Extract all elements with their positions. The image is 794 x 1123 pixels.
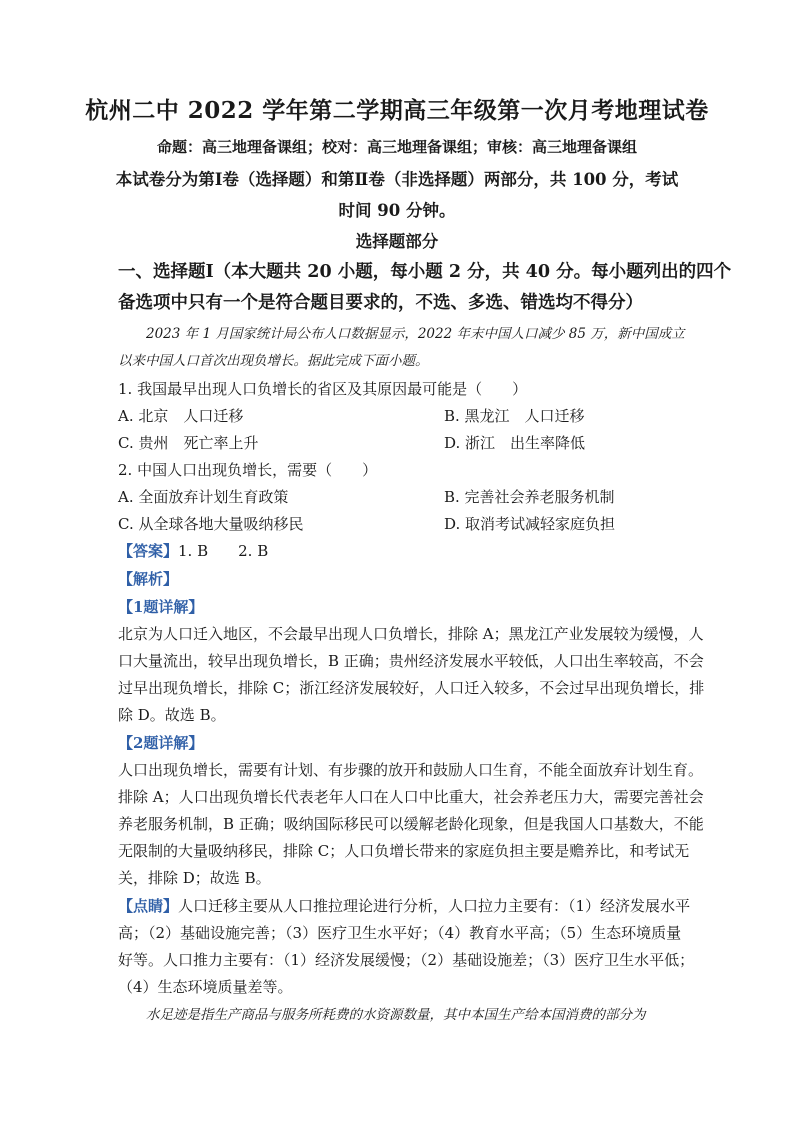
part-title-line-1: 一、选择题Ⅰ（本大题共 20 小题，每小题 2 分，共 40 分。每小题列出的四个 [118,262,732,282]
tip-first-line [118,893,690,920]
analysis-tag: 【解析】 [118,570,179,588]
part-title-line-2: 备选项中只有一个是符合题目要求的，不选、多选、错选均不得分） [118,293,643,313]
detail1-line: 北京为人口迁入地区，不会最早出现人口负增长，排除 A；黑龙江产业发展较为缓慢，人 [118,625,704,643]
detail1-line: 过早出现负增长，排除 C；浙江经济发展较好，人口迁入较多，不会过早出现负增长，排 [118,679,705,697]
q1-option-b: B. 黑龙江 人口迁移 [444,407,585,425]
answer-line [118,538,268,565]
q2-option-c: C. 从全球各地大量吸纳移民 [118,515,304,533]
answer-tag: 【答案】 [118,542,179,560]
q1-option-c: C. 贵州 死亡率上升 [118,434,259,452]
detail1-line: 除 D。故选 B。 [118,706,226,724]
intro-line-2: 时间 90 分钟。 [338,201,456,220]
tip-line: 好等。人口推力主要有：（1）经济发展缓慢；（2）基础设施差；（3）医疗卫生水平低； [118,951,695,969]
detail2-line: 养老服务机制，B 正确；吸纳国际移民可以缓解老龄化现象，但是我国人口基数大，不能 [118,815,704,833]
answer-text: 1. B 2. B [178,542,269,560]
detail1-tag: 【1题详解】 [118,598,204,616]
page-title: 杭州二中 2022 学年第二学期高三年级第一次月考地理试卷 [85,97,709,124]
detail2-line: 无限制的大量吸纳移民，排除 C；人口负增长带来的家庭负担主要是赡养比，和考试无 [118,842,690,860]
tip-first-text: 人口迁移主要从人口推拉理论进行分析，人口拉力主要有：（1）经济发展水平 [178,897,691,915]
q2-option-d: D. 取消考试减轻家庭负担 [444,515,616,533]
q2-option-b: B. 完善社会养老服务机制 [444,488,615,506]
detail2-line: 关，排除 D；故选 B。 [118,869,271,887]
q2-stem: 2. 中国人口出现负增长，需要（ ） [118,461,378,479]
q1-option-d: D. 浙江 出生率降低 [444,434,586,452]
tip-tag: 【点睛】 [118,897,179,915]
q1-stem: 1. 我国最早出现人口负增长的省区及其原因最可能是（ ） [118,380,528,398]
next-passage-line: 水足迹是指生产商品与服务所耗费的水资源数量，其中本国生产给本国消费的部分为 [146,1007,646,1023]
tip-line: 高；（2）基础设施完善；（3）医疗卫生水平好；（4）教育水平高；（5）生态环境质量 [118,924,682,942]
q2-option-a: A. 全面放弃计划生育政策 [118,488,289,506]
tip-line: （4）生态环境质量差等。 [118,978,293,996]
intro-line-1: 本试卷分为第Ⅰ卷（选择题）和第Ⅱ卷（非选择题）两部分，共 100 分，考试 [115,170,679,189]
passage-line-1: 2023 年 1 月国家统计局公布人口数据显示，2022 年末中国人口减少 85 万，新中国成立 [146,326,685,342]
detail2-line: 排除 A；人口出现负增长代表老年人口在人口中比重大，社会养老压力大，需要完善社会 [118,788,704,806]
q1-option-a: A. 北京 人口迁移 [118,407,244,425]
section-title: 选择题部分 [355,232,439,251]
credits-line: 命题：高三地理备课组；校对：高三地理备课组；审核：高三地理备课组 [156,138,637,156]
passage-line-2: 以来中国人口首次出现负增长。据此完成下面小题。 [118,353,429,369]
detail2-line: 人口出现负增长，需要有计划、有步骤的放开和鼓励人口生育，不能全面放弃计划生育。 [118,761,704,779]
detail2-tag: 【2题详解】 [118,734,204,752]
detail1-line: 口大量流出，较早出现负增长，B 正确；贵州经济发展水平较低，人口出生率较高，不会 [118,652,704,670]
